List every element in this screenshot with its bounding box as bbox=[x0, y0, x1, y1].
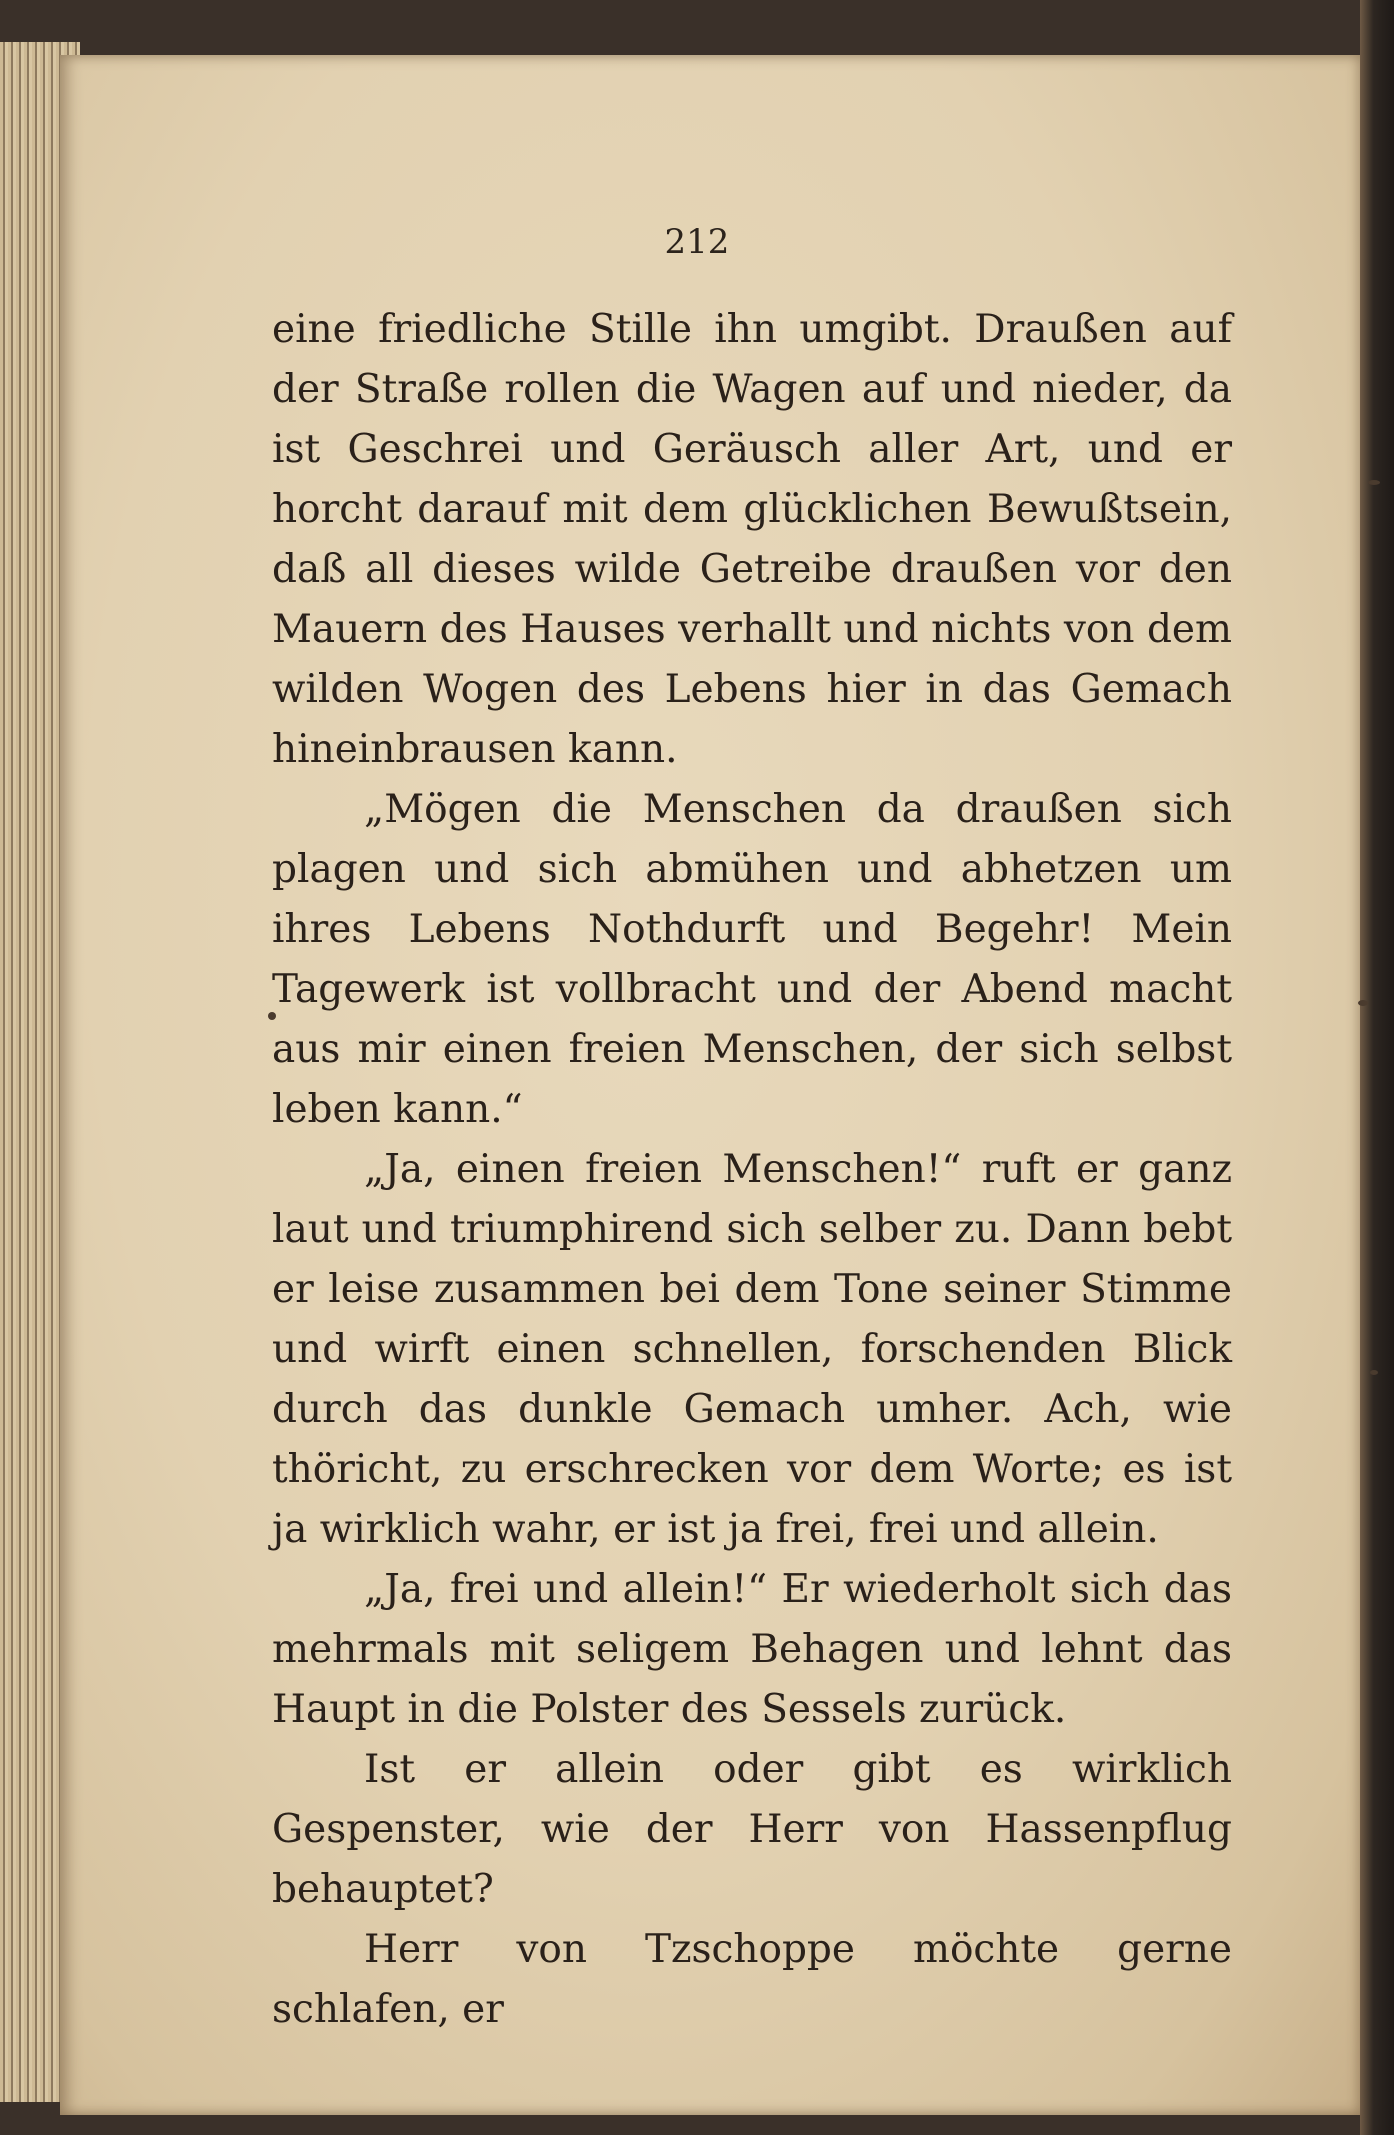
paper-speck bbox=[1358, 1000, 1368, 1006]
body-text bbox=[272, 300, 1232, 2040]
paper-speck bbox=[1370, 1370, 1378, 1375]
paragraph: Herr von Tzschoppe möchte gerne schlafen, er bbox=[272, 1927, 1232, 2032]
page-number: 212 bbox=[664, 222, 730, 262]
paragraph: Ist er allein oder gibt es wirklich Gespenster, wie der Herr von Hassenpflug behauptet? bbox=[272, 1747, 1232, 1912]
paragraph: „Mögen die Menschen da draußen sich plagen und sich abmühen und abhetzen um ihres Lebens Nothdurft und Begehr! Mein Tagewerk ist vollbracht und der Abend macht aus mir einen freien Menschen, der sich selbst leben kann.“ bbox=[272, 787, 1232, 1132]
paper-speck bbox=[1368, 480, 1380, 485]
binding-edge bbox=[1360, 0, 1394, 2135]
paragraph: eine friedliche Stille ihn umgibt. Draußen auf der Straße rollen die Wagen auf und nieder, da ist Geschrei und Geräusch aller Art, und er horcht darauf mit dem glücklichen Bewußtsein, daß all dieses wilde Getreibe draußen vor den Mauern des Hauses verhallt und nichts von dem wilden Wogen des Lebens hier in das Gemach hineinbrausen kann. bbox=[272, 307, 1232, 772]
paragraph: „Ja, einen freien Menschen!“ ruft er ganz laut und triumphirend sich selber zu. Dann bebt er leise zusammen bei dem Tone seiner Stimme und wirft einen schnellen, forschenden Blick durch das dunkle Gemach umher. Ach, wie thöricht, zu erschrecken vor dem Worte; es ist ja wirklich wahr, er ist ja frei, frei und allein. bbox=[272, 1147, 1232, 1552]
paragraph: „Ja, frei und allein!“ Er wiederholt sich das mehrmals mit seligem Behagen und lehnt das Haupt in die Polster des Sessels zurück. bbox=[272, 1567, 1232, 1732]
